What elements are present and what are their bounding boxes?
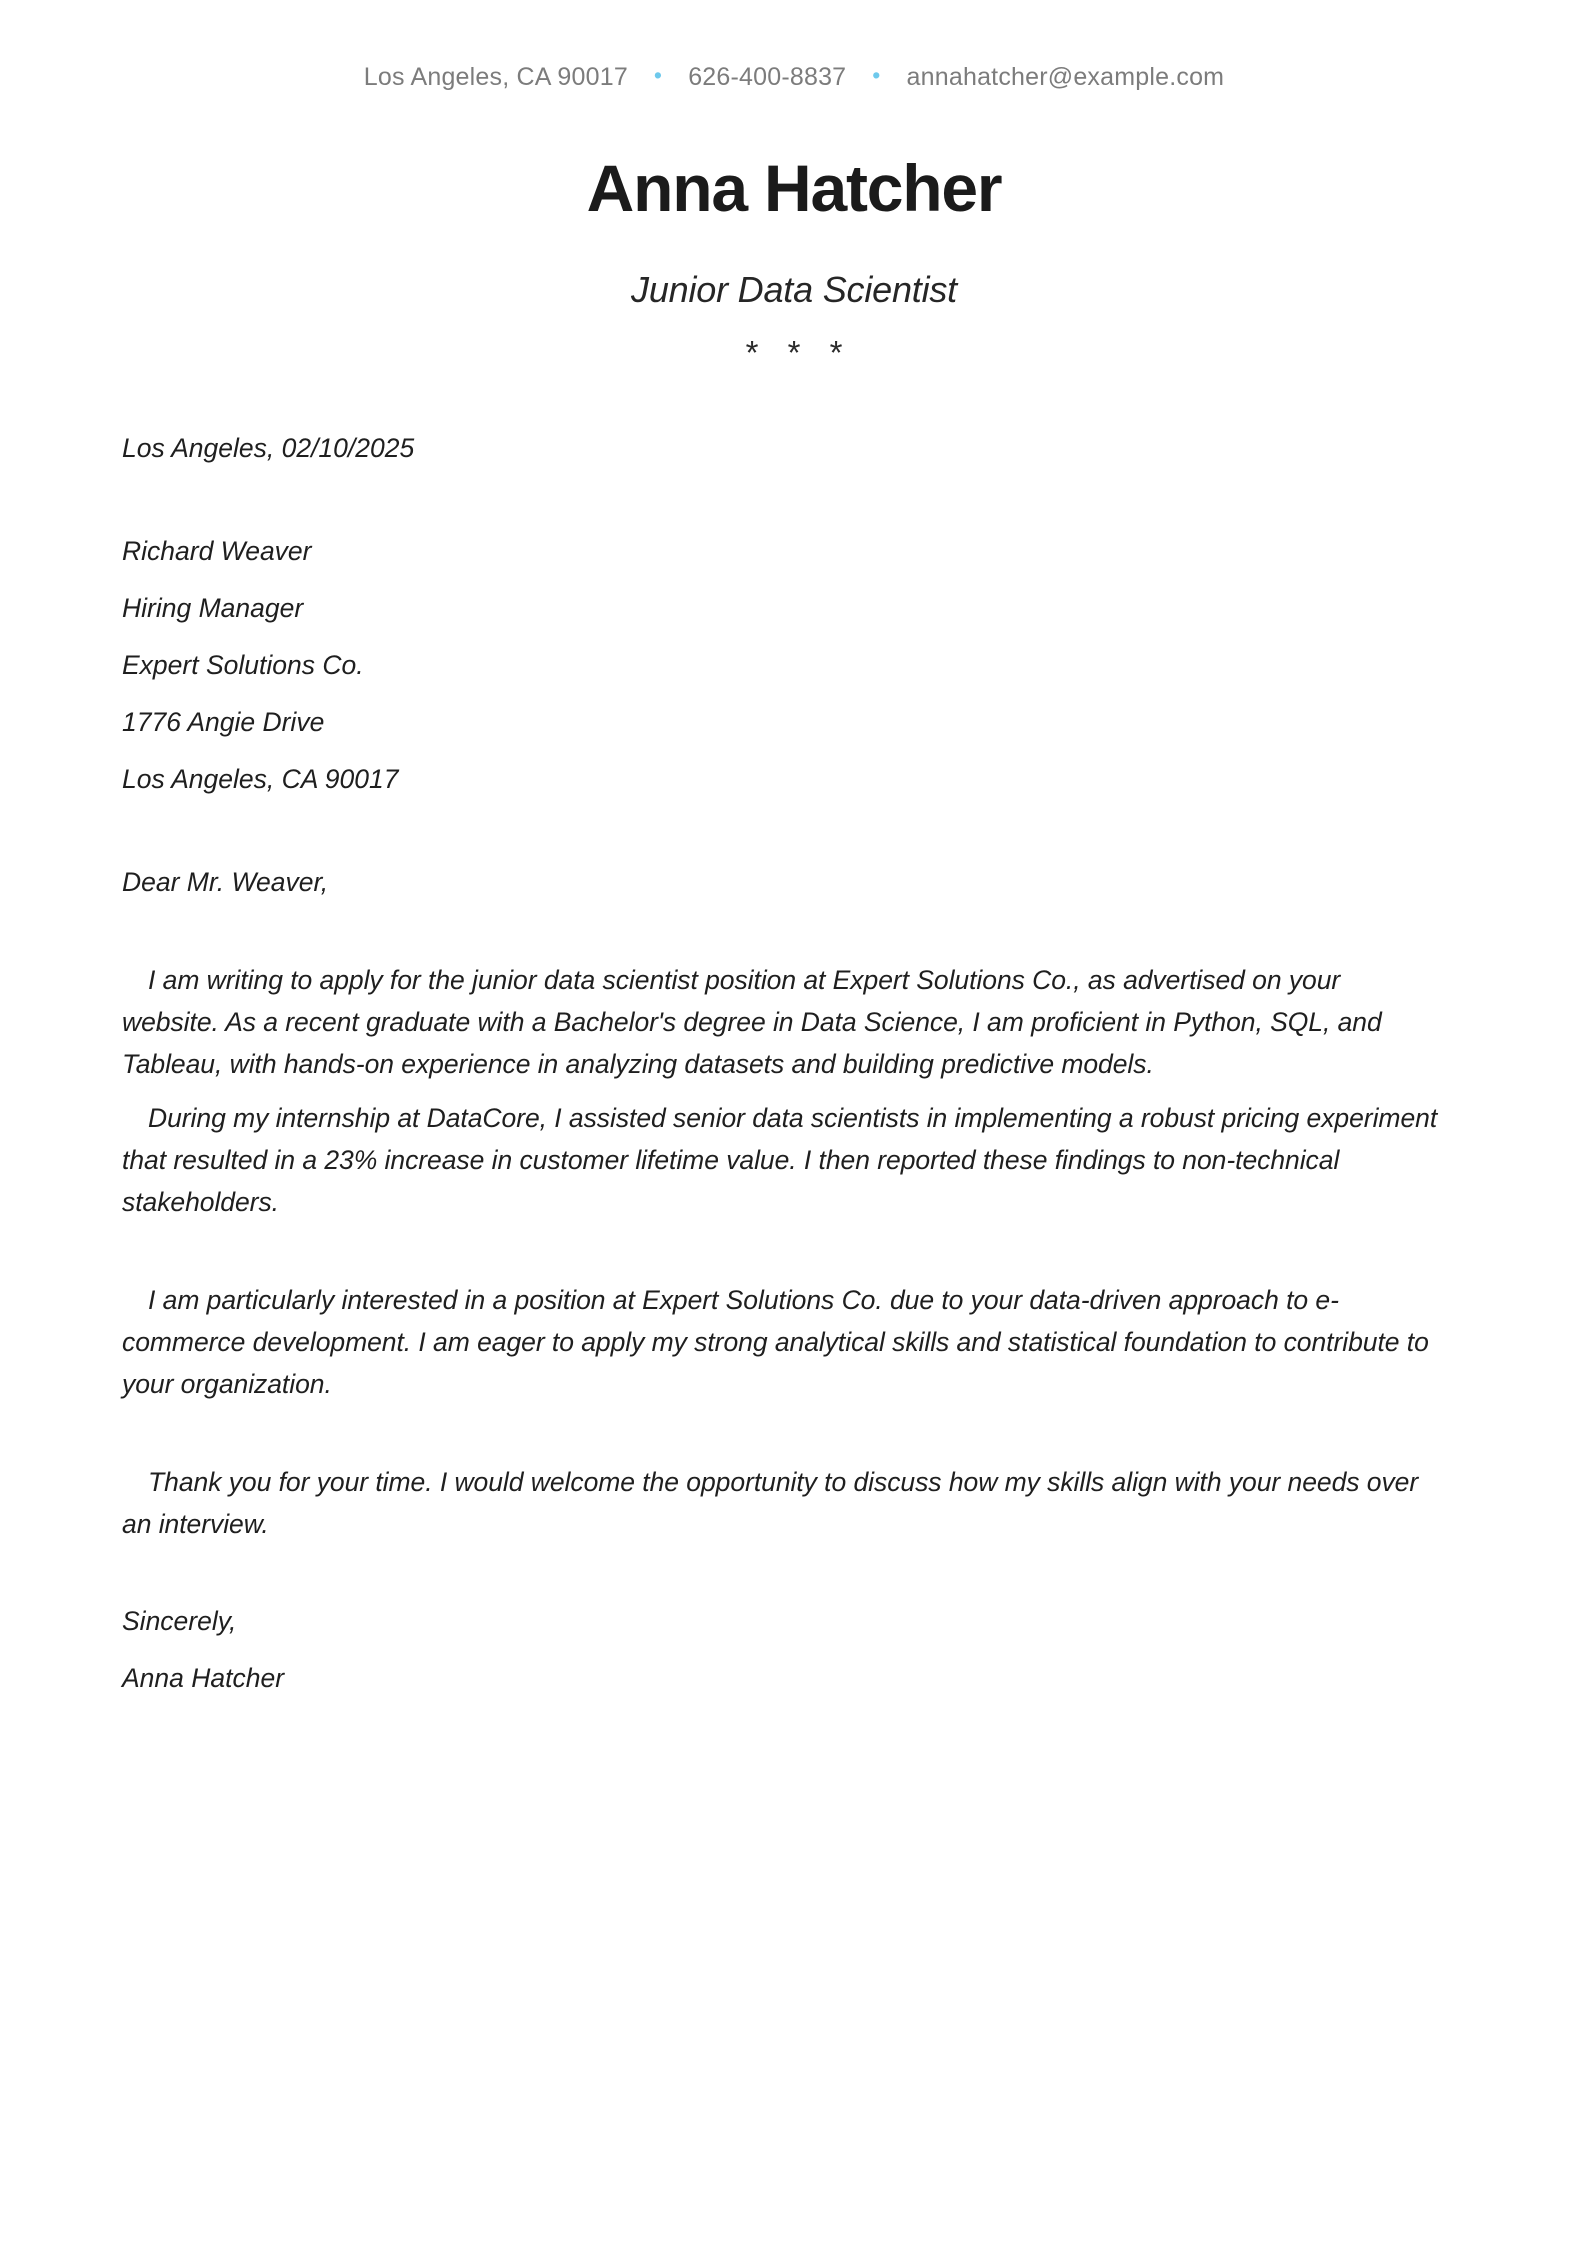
recipient-city-state-zip: Los Angeles, CA 90017 [122, 764, 399, 794]
date-line: Los Angeles, 02/10/2025 [122, 433, 415, 463]
recipient-street: 1776 Angie Drive [122, 707, 325, 737]
letter-body [122, 420, 1444, 1707]
body-paragraph: Thank you for your time. I would welcome the opportunity to discuss how my skills align with your needs over an interview. [122, 1467, 1419, 1539]
spacer [122, 477, 1444, 523]
body-paragraph: I am writing to apply for the junior data scientist position at Expert Solutions Co., as advertised on your website. As a recent graduate with a Bachelor's degree in Data Science, I am proficient in Python, SQL, and Tableau, with hands-on experience in analyzing datasets and building predictive models. [122, 965, 1382, 1079]
spacer [122, 1545, 1444, 1593]
applicant-job-title: Junior Data Scientist [631, 269, 957, 310]
closing-salutation: Sincerely, [122, 1606, 237, 1636]
body-paragraph: I am particularly interested in a position at Expert Solutions Co. due to your data-driven approach to e-commerce development. I am eager to apply my strong analytical skills and statistical foundation to contribute to your organization. [122, 1285, 1429, 1399]
salutation: Dear Mr. Weaver, [122, 867, 329, 897]
spacer [122, 911, 1444, 959]
spacer [122, 1223, 1444, 1279]
recipient-title: Hiring Manager [122, 593, 304, 623]
applicant-name: Anna Hatcher [586, 151, 1002, 225]
header-contact-bar [0, 62, 1588, 92]
contact-email[interactable]: annahatcher@example.com [906, 62, 1225, 91]
bullet-separator-icon: • [653, 61, 663, 88]
spacer [122, 808, 1444, 854]
body-paragraph: During my internship at DataCore, I assisted senior data scientists in implementing a robust pricing experiment that resulted in a 23% increase in customer lifetime value. I then reported these findings to non-technical stakeholders. [122, 1103, 1438, 1217]
contact-location: Los Angeles, CA 90017 [363, 62, 628, 91]
signature-name: Anna Hatcher [122, 1663, 285, 1693]
contact-phone[interactable]: 626-400-8837 [688, 62, 847, 91]
spacer [122, 1405, 1444, 1461]
asterisk-divider-icon: * * * [745, 334, 853, 371]
recipient-name: Richard Weaver [122, 536, 312, 566]
bullet-separator-icon: • [872, 61, 881, 88]
recipient-company: Expert Solutions Co. [122, 650, 364, 680]
